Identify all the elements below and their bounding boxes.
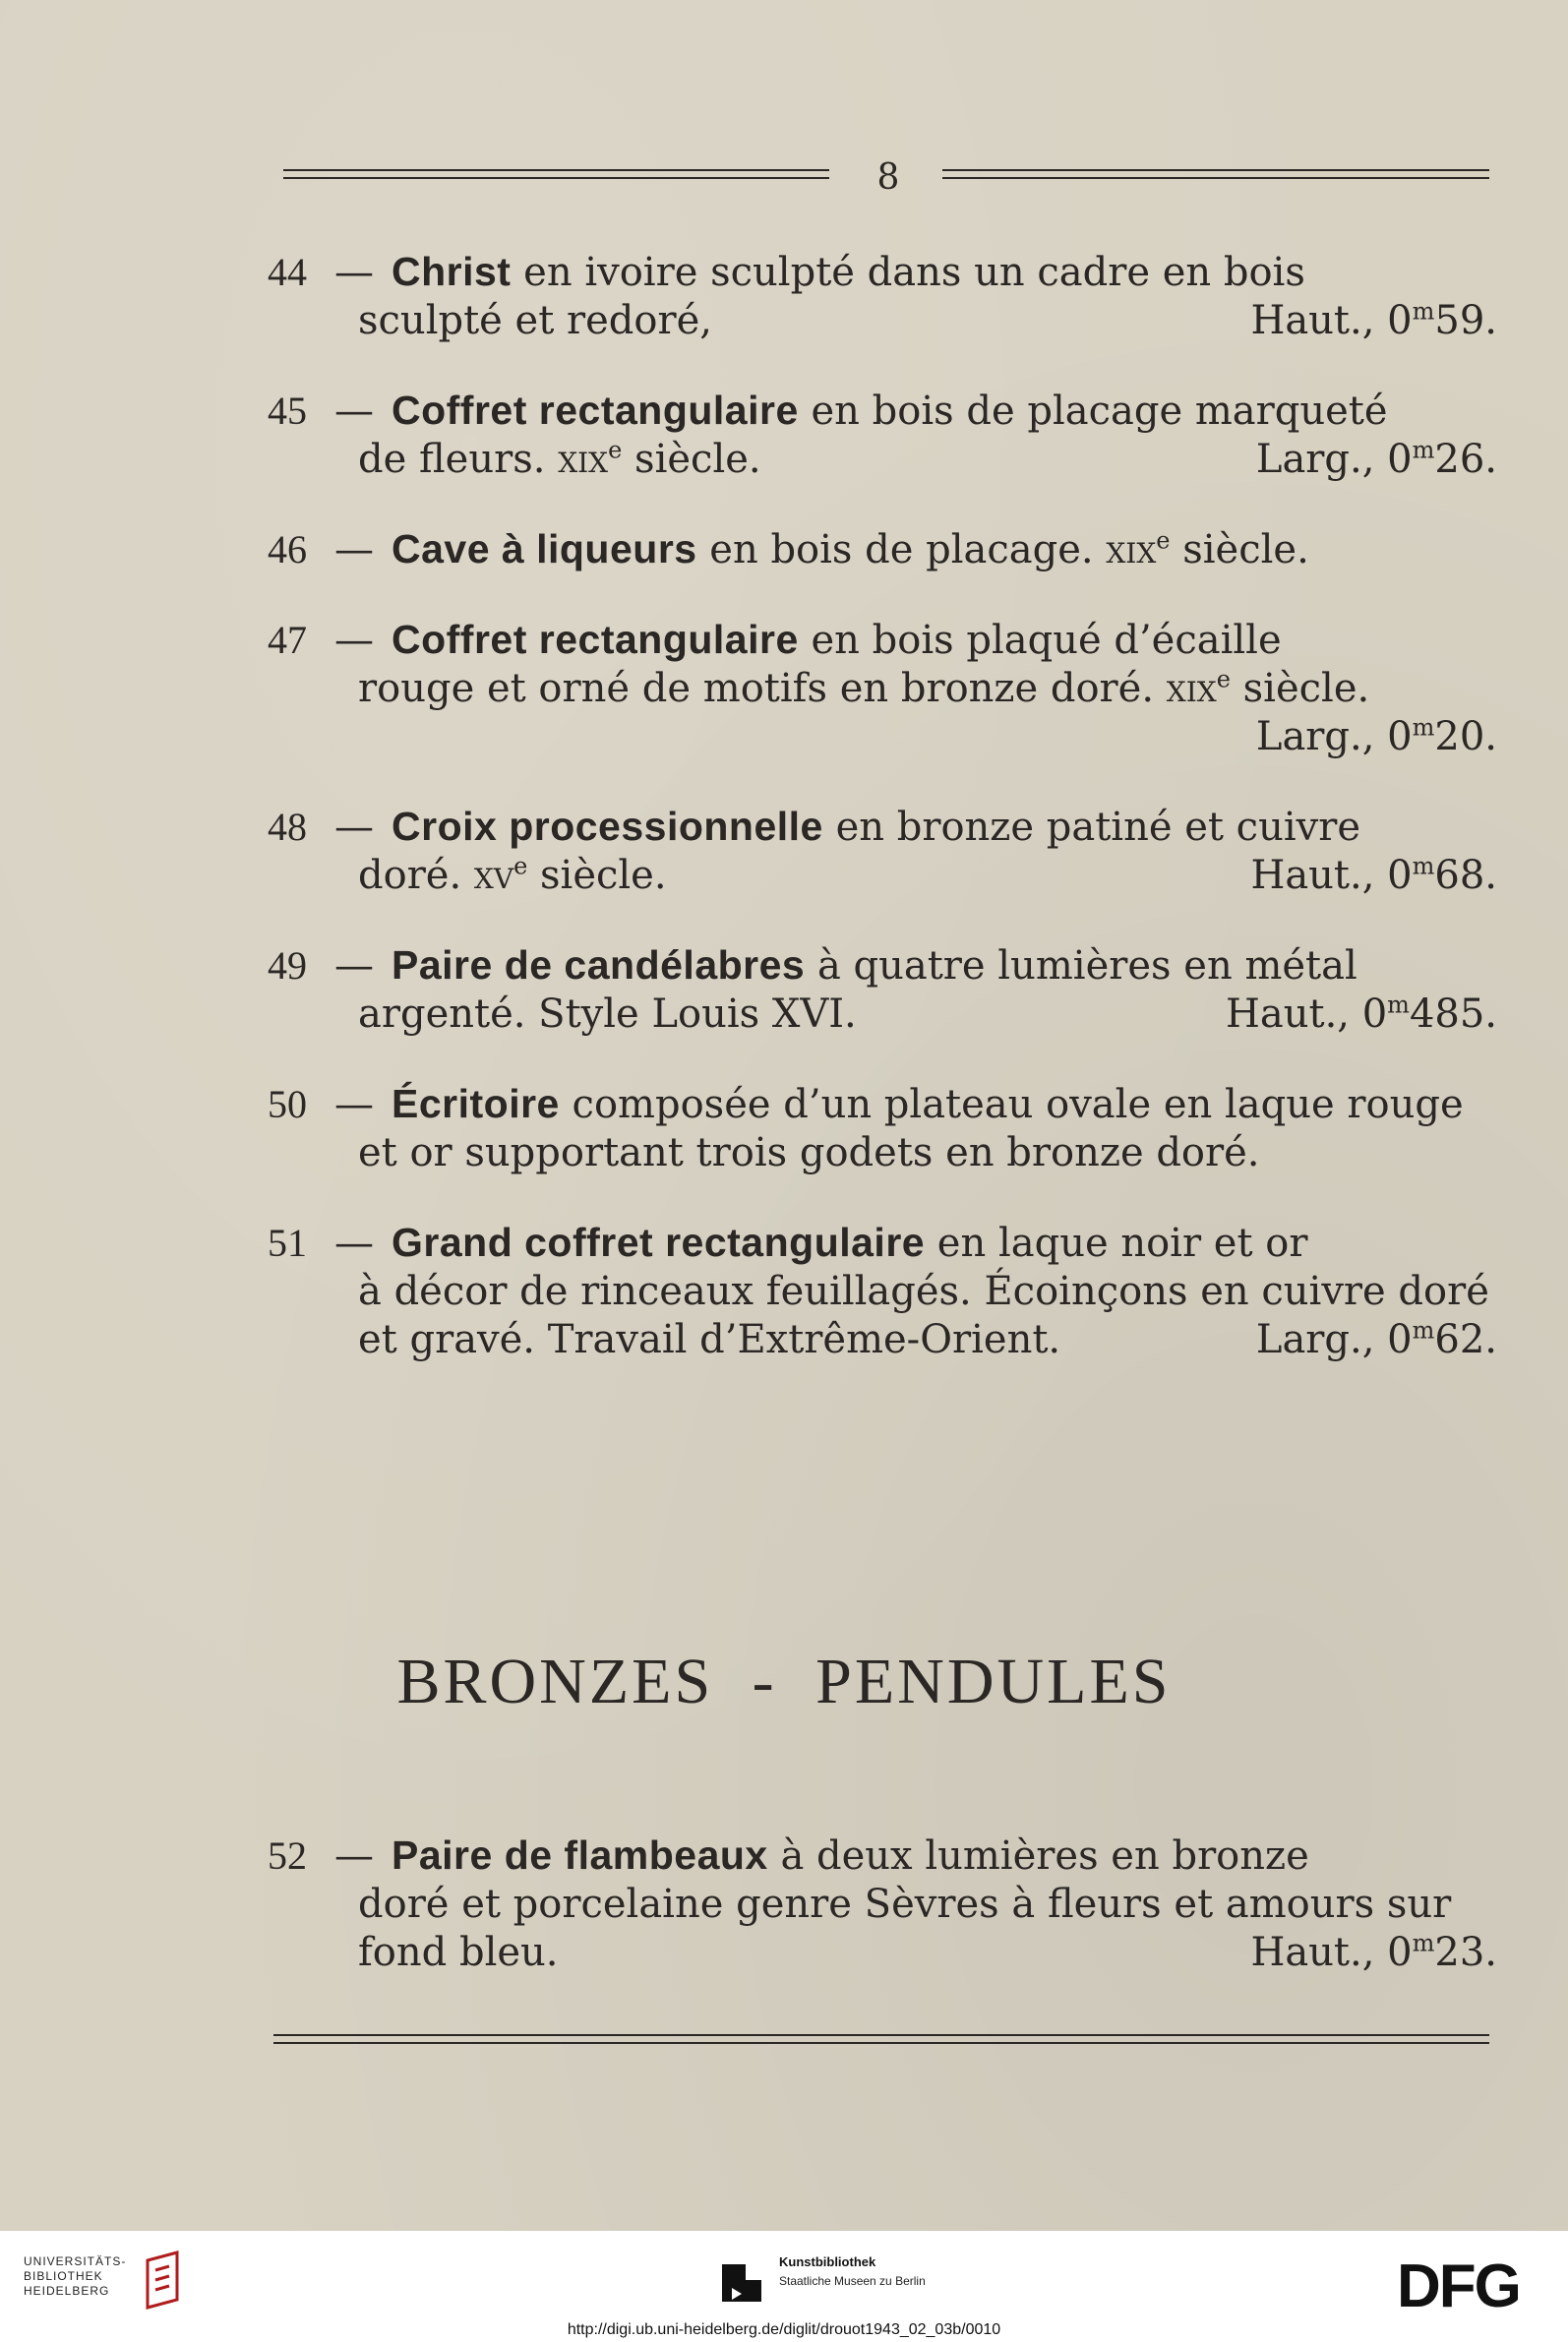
permalink-url[interactable]: http://digi.ub.uni-heidelberg.de/diglit/drouot1943_02_03b/0010 <box>567 2321 1001 2338</box>
digitization-footer <box>0 2231 1568 2342</box>
catalogue-entries-bronzes <box>268 1832 1497 2018</box>
lot-number: 51 <box>268 1221 307 1265</box>
lot-title: Paire de candélabres <box>392 942 806 988</box>
lot-number: 45 <box>268 389 307 433</box>
lot-description: rouge et orné de motifs en bronze doré. xix$^e$ siècle. <box>358 665 1370 711</box>
catalogue-entry <box>268 803 1497 900</box>
catalogue-entry <box>268 616 1497 761</box>
lot-title: Coffret rectangulaire <box>392 617 799 662</box>
catalogue-entry <box>268 387 1497 484</box>
lot-description: en bois plaqué d’écaille <box>798 618 1282 663</box>
lot-title: Christ <box>392 249 512 294</box>
lot-description: à deux lumières en bronze <box>767 1833 1309 1879</box>
dash: — <box>334 618 374 663</box>
lot-dimension: Haut., 0$^m$23. <box>1250 1929 1497 1975</box>
footer-rule <box>273 2034 1489 2044</box>
section-heading: BRONZES - PENDULES <box>396 1646 1172 1717</box>
lot-description: en bronze patiné et cuivre <box>822 805 1361 850</box>
lot-number: 46 <box>268 527 307 571</box>
lot-description: doré et porcelaine genre Sèvres à fleurs et amours sur <box>358 1882 1452 1927</box>
lot-title: Grand coffret rectangulaire <box>392 1220 926 1265</box>
catalogue-entry <box>268 248 1497 345</box>
lot-number: 48 <box>268 805 307 849</box>
lot-description: en bois de placage marqueté <box>798 389 1388 434</box>
dash: — <box>334 1082 374 1127</box>
dash: — <box>334 1833 374 1879</box>
page-header <box>283 148 1489 216</box>
lot-number: 44 <box>268 250 307 294</box>
lot-description: en bois de placage. xix$^e$ siècle. <box>696 526 1309 572</box>
lot-description: argenté. Style Louis XVI. <box>358 991 857 1037</box>
lot-number: 49 <box>268 943 307 988</box>
catalogue-entries <box>268 248 1497 1406</box>
lot-description: fond bleu. <box>358 1930 559 1975</box>
lot-description: sculpté et redoré, <box>358 298 712 343</box>
lot-title: Paire de flambeaux <box>392 1832 768 1878</box>
lot-description: composée d’un plateau ovale en laque rouge <box>559 1082 1464 1127</box>
lot-dimension: Larg., 0$^m$26. <box>1255 436 1497 482</box>
dash: — <box>334 389 374 434</box>
lot-dimension: Haut., 0$^m$68. <box>1250 852 1497 898</box>
library-mark-icon <box>140 2251 189 2319</box>
dash: — <box>334 1221 374 1266</box>
lot-description: de fleurs. xix$^e$ siècle. <box>358 436 761 482</box>
lot-number: 50 <box>268 1082 307 1126</box>
header-rule-right <box>942 169 1489 179</box>
dash: — <box>334 943 374 989</box>
lot-description: en laque noir et or <box>925 1221 1308 1266</box>
lot-number: 47 <box>268 618 307 662</box>
lot-dimension: Larg., 0$^m$20. <box>1255 713 1497 759</box>
lot-description: et or supportant trois godets en bronze doré. <box>358 1130 1260 1175</box>
catalogue-entry <box>268 941 1497 1039</box>
lot-title: Coffret rectangulaire <box>392 388 799 433</box>
dash: — <box>334 805 374 850</box>
catalogue-entry <box>268 1832 1497 1977</box>
lot-title: Cave à liqueurs <box>392 526 697 571</box>
lot-dimension: Haut., 0$^m$485. <box>1226 991 1497 1037</box>
page-number: 8 <box>876 157 900 198</box>
dash: — <box>334 527 374 572</box>
kunstbibliothek-logo: Kunstbibliothek Staatliche Museen zu Berlin <box>718 2252 974 2312</box>
lot-title: Croix processionnelle <box>392 804 823 849</box>
lot-dimension: Larg., 0$^m$62. <box>1255 1316 1497 1362</box>
catalogue-entry <box>268 1080 1497 1177</box>
lot-description: et gravé. Travail d’Extrême-Orient. <box>358 1317 1061 1362</box>
catalogue-entry <box>268 525 1497 574</box>
dfg-logo: DFG <box>1397 2252 1520 2320</box>
lot-description: en ivoire sculpté dans un cadre en bois <box>511 250 1305 295</box>
dash: — <box>334 250 374 295</box>
university-library-logo: UNIVERSITÄTS- BIBLIOTHEK HEIDELBERG <box>24 2254 127 2298</box>
header-rule-left <box>283 169 829 179</box>
lot-description: doré. $xv^e$ siècle. <box>358 852 667 898</box>
lot-dimension: Haut., 0$^m$59. <box>1250 297 1497 343</box>
catalogue-entry <box>268 1219 1497 1364</box>
lot-title: Écritoire <box>392 1081 560 1126</box>
lot-number: 52 <box>268 1833 307 1878</box>
lot-description: à quatre lumières en métal <box>805 943 1357 989</box>
lot-description: à décor de rinceaux feuillagés. Écoinçons en cuivre doré <box>358 1269 1489 1314</box>
museum-icon <box>718 2258 765 2306</box>
